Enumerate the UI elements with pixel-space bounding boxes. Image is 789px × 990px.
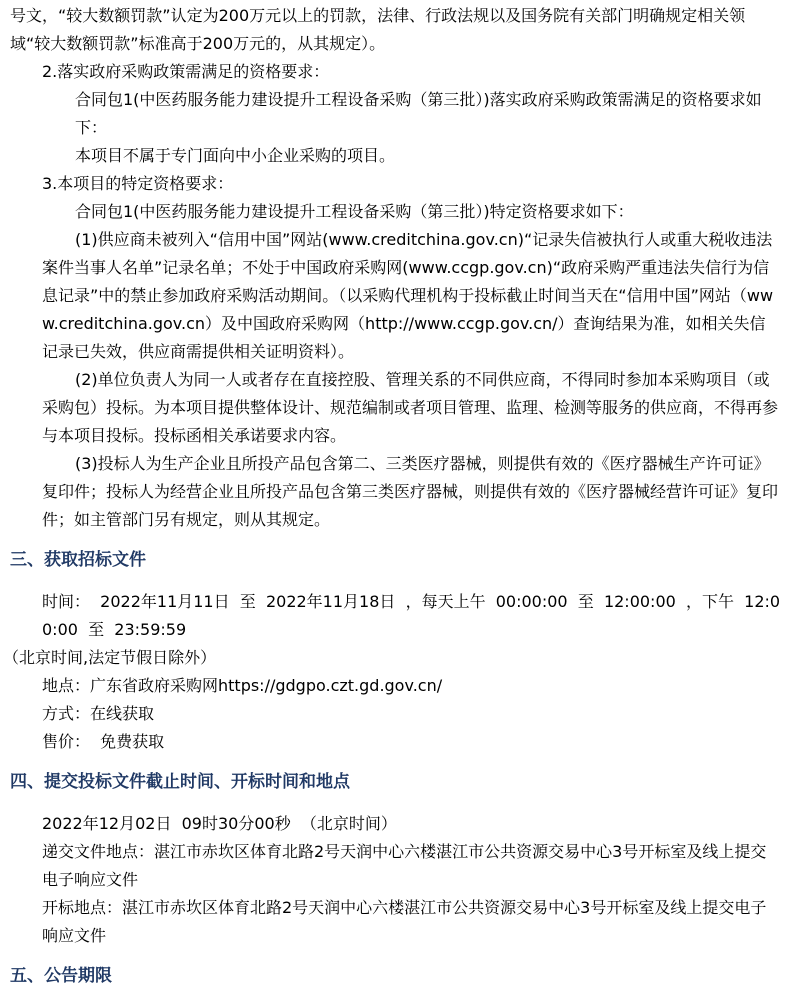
item-2-sme-statement: 本项目不属于专门面向中小企业采购的项目。 <box>75 146 396 165</box>
obtain-price-line: 售价： 免费获取 <box>42 732 165 751</box>
obtain-method-line: 方式：在线获取 <box>42 704 155 723</box>
submission-location-line: 递交文件地点：湛江市赤坎区体育北路2号天润中心六楼湛江市公共资源交易中心3号开标室及线上提交电子响应文件 <box>42 842 767 889</box>
item-3-specific-requirements-title: 3.本项目的特定资格要求： <box>42 174 234 193</box>
obtain-location-line: 地点：广东省政府采购网https://gdgpo.czt.gd.gov.cn/ <box>42 676 443 695</box>
section-5-heading-announcement-period: 五、公告期限 <box>10 966 112 986</box>
item-3-requirement-3-medical-device-license: (3)投标人为生产企业且所投产品包含第二、三类医疗器械，则提供有效的《医疗器械生产许可证》复印件；投标人为经营企业且所投产品包含第三类医疗器械，则提供有效的《医疗器械经营许可证》复印件；如主管部门另有规定，则从其规定。 <box>42 454 779 529</box>
item-3-contract-package-line: 合同包1(中医药服务能力建设提升工程设备采购（第三批）)特定资格要求如下： <box>75 202 634 221</box>
bid-opening-location-line: 开标地点：湛江市赤坎区体育北路2号天润中心六楼湛江市公共资源交易中心3号开标室及线上提交电子响应文件 <box>42 898 767 945</box>
section-4-heading-submission-and-opening: 四、提交投标文件截止时间、开标时间和地点 <box>10 772 350 792</box>
item-3-requirement-1-credit-china: (1)供应商未被列入“信用中国”网站(www.creditchina.gov.cn)“记录失信被执行人或重大税收违法案件当事人名单”记录名单；不处于中国政府采购网(www.ccgp.gov.cn)“政府采购严重违法失信行为信息记录”中的禁止参加政府采购活动期间。（以采购代理机构于投标截止时间当天在“信用中国”网站（www.creditchina.gov.cn）及中国政府采购网（http://www.ccgp.gov.cn/）查询结果为准，如相关失信记录已失效，供应商需提供相关证明资料）。 <box>42 230 774 361</box>
paragraph-penalty-rule-continuation: 号文，“较大数额罚款”认定为200万元以上的罚款，法律、行政法规以及国务院有关部门明确规定相关领域“较大数额罚款”标准高于200万元的，从其规定）。 <box>10 6 746 53</box>
item-2-contract-package-line: 合同包1(中医药服务能力建设提升工程设备采购（第三批）)落实政府采购政策需满足的资格要求如下： <box>75 90 762 137</box>
obtain-time-line: 时间： 2022年11月11日 至 2022年11月18日 ，每天上午 00:00:00 至 12:00:00 ，下午 12:00:00 至 23:59:59 <box>42 592 781 639</box>
section-3-heading-obtain-bid-documents: 三、获取招标文件 <box>10 550 146 570</box>
item-3-requirement-2-same-person: (2)单位负责人为同一人或者存在直接控股、管理关系的不同供应商，不得同时参加本采购项目（或采购包）投标。为本项目提供整体设计、规范编制或者项目管理、监理、检测等服务的供应商，不得再参与本项目投标。投标函相关承诺要求内容。 <box>42 370 779 445</box>
item-2-policy-requirements-title: 2.落实政府采购政策需满足的资格要求： <box>42 62 330 81</box>
submission-deadline-line: 2022年12月02日 09时30分00秒 （北京时间） <box>42 814 397 833</box>
obtain-time-note: （北京时间,法定节假日除外） <box>3 648 217 667</box>
